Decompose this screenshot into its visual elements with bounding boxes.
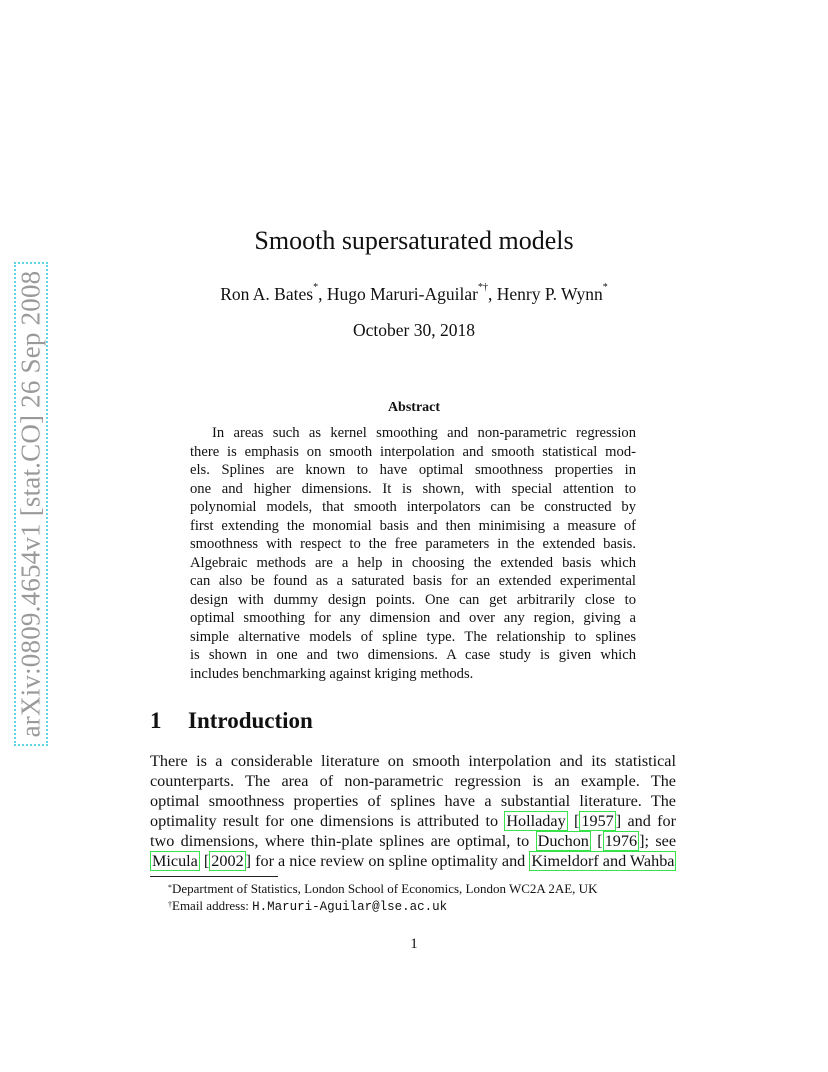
intro-line bbox=[150, 831, 676, 851]
intro-text: optimality result for one dimensions is attributed to bbox=[150, 812, 505, 830]
intro-text: ] for a nice review on spline optimality and bbox=[245, 852, 530, 870]
author-bates: Ron A. Bates bbox=[220, 284, 314, 304]
paper-date: October 30, 2018 bbox=[353, 320, 475, 340]
abstract-line: els. Splines are known to have optimal smoothness properties in bbox=[190, 462, 636, 478]
author-mark: * bbox=[602, 282, 608, 293]
abstract-line: includes benchmarking against kriging methods. bbox=[190, 665, 474, 682]
author-mark: *† bbox=[477, 282, 488, 293]
footnote-rule bbox=[150, 876, 278, 877]
abstract-line: simple alternative models of spline type. The relationship to splines bbox=[190, 628, 636, 645]
intro-text: ] and for bbox=[615, 812, 677, 830]
abstract-line: first extending the monomial basis and then minimising a measure of bbox=[190, 517, 636, 534]
intro-line: counterparts. The area of non-parametric regression is an example. The bbox=[150, 772, 676, 790]
intro-text: ]; see bbox=[639, 832, 677, 850]
paper-title: Smooth supersaturated models bbox=[254, 226, 574, 255]
intro-line bbox=[150, 811, 676, 831]
arxiv-stamp-text: arXiv:0809.4654v1 [stat.CO] 26 Sep 2008 bbox=[15, 270, 46, 738]
intro-body bbox=[150, 751, 676, 871]
abstract-line: there is emphasis on smooth interpolation and smooth statistical mod- bbox=[190, 443, 636, 460]
citation-link-duchon[interactable]: Duchon bbox=[537, 832, 589, 850]
abstract-line: polynomial models, that smooth interpolators can be constructed by bbox=[190, 499, 636, 515]
author-wynn: Henry P. Wynn bbox=[496, 284, 603, 304]
citation-link-2002[interactable]: 2002 bbox=[211, 852, 244, 870]
intro-line bbox=[150, 851, 676, 871]
abstract-line: is shown in one and two dimensions. A case study is given which bbox=[190, 647, 636, 663]
author-separator: , bbox=[487, 284, 497, 304]
citation-link-micula[interactable]: Micula bbox=[152, 852, 198, 870]
abstract-line: smoothness with respect to the free parameters in the extended basis. bbox=[190, 536, 636, 552]
author-mark: * bbox=[313, 282, 319, 293]
citation-link-1976[interactable]: 1976 bbox=[604, 832, 638, 850]
author-maruri-aguilar: Hugo Maruri-Aguilar bbox=[326, 284, 478, 304]
intro-text: [ bbox=[590, 832, 603, 850]
author-list bbox=[0, 284, 828, 305]
abstract-heading: Abstract bbox=[387, 400, 441, 415]
abstract-line: design with dummy design points. One can get arbitrarily close to bbox=[190, 591, 636, 608]
page-number: 1 bbox=[410, 936, 418, 952]
footnote-email bbox=[168, 897, 597, 914]
intro-line: optimal smoothness properties of splines have a substantial literature. The bbox=[150, 792, 676, 810]
abstract-body bbox=[190, 424, 636, 683]
intro-text: [ bbox=[199, 852, 210, 870]
footnote-text: Email address: bbox=[172, 898, 253, 913]
section-heading bbox=[150, 708, 313, 734]
abstract-line: In areas such as kernel smoothing and non-parametric regression bbox=[212, 425, 636, 441]
abstract-line: optimal smoothing for any dimension and over any region, giving a bbox=[190, 610, 636, 626]
email-address: H.Maruri-Aguilar@lse.ac.uk bbox=[252, 900, 448, 914]
footnote-mark: * bbox=[168, 883, 172, 892]
abstract-line: one and higher dimensions. It is shown, with special attention to bbox=[190, 480, 636, 497]
footnote-affiliation bbox=[168, 880, 597, 897]
section-number: 1 bbox=[150, 708, 162, 733]
author-separator: , bbox=[318, 284, 327, 304]
footnote-mark: † bbox=[168, 900, 172, 909]
citation-link-1957[interactable]: 1957 bbox=[581, 812, 614, 830]
footnote-text: Department of Statistics, London School of Economics, London WC2A 2AE, UK bbox=[172, 881, 598, 896]
intro-text: two dimensions, where thin-plate splines are optimal, to bbox=[150, 832, 536, 850]
intro-line: There is a considerable literature on smooth interpolation and its statistical bbox=[150, 752, 676, 770]
intro-text: [ bbox=[567, 812, 580, 830]
section-title: Introduction bbox=[188, 708, 313, 733]
abstract-line: can also be found as a saturated basis for an extended experimental bbox=[190, 573, 636, 589]
citation-link-holladay[interactable]: Holladay bbox=[506, 812, 566, 830]
citation-link-kimeldorf-wahba[interactable]: Kimeldorf and Wahba bbox=[531, 852, 675, 870]
abstract-line: Algebraic methods are a help in choosing the extended basis which bbox=[190, 554, 636, 571]
footnotes bbox=[168, 880, 597, 914]
